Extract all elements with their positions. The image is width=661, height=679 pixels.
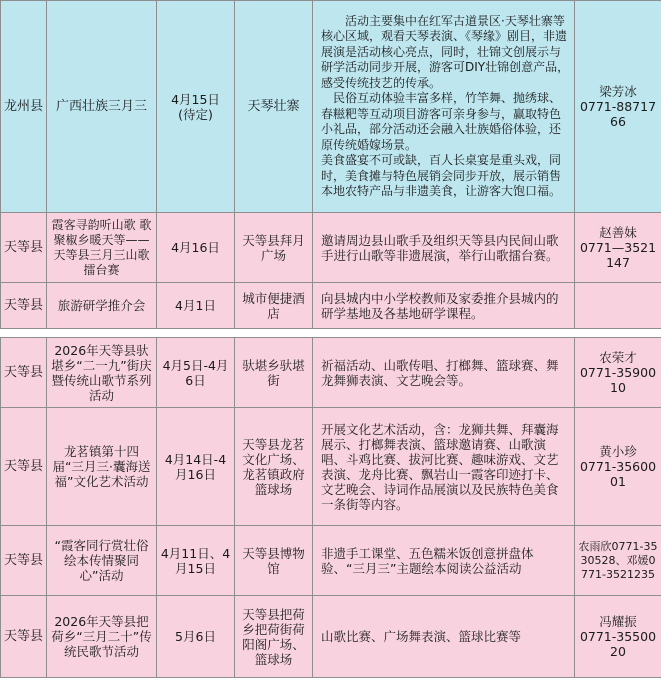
event-name-cell: 广西壮族三月三 xyxy=(47,1,157,213)
event-name-cell: 霞客寻韵听山歌 歌聚椒乡暖天等——天等县三月三山歌擂台赛 xyxy=(47,213,157,283)
event-name-cell: 龙茗镇第十四届“三月三·囊海送福”文化艺术活动 xyxy=(47,408,157,526)
description-paragraph: 祈福活动、山歌传唱、打榔舞、篮球赛、舞龙舞狮表演、文艺晚会等。 xyxy=(321,357,559,388)
event-name-cell: 旅游研学推介会 xyxy=(47,283,157,329)
contact-cell xyxy=(575,283,661,329)
description-cell xyxy=(313,596,575,678)
venue-cell: 天等县龙茗文化广场、龙茗镇政府篮球场 xyxy=(235,408,313,526)
date-cell: 4月14日-4月16日 xyxy=(157,408,235,526)
events-table-top xyxy=(0,0,661,329)
description-paragraph: 向县城内中小学校教师及家委推介县城内的研学基地及各基地研学课程。 xyxy=(321,290,559,321)
date-cell: 4月15日 (待定) xyxy=(157,1,235,213)
contact-cell: 梁芳冰 0771-8871766 xyxy=(575,1,661,213)
event-name-cell: 2026年天等县把荷乡“三月二十”传统民歌节活动 xyxy=(47,596,157,678)
contact-cell: 赵善妹 0771—3521147 xyxy=(575,213,661,283)
description-cell xyxy=(313,526,575,596)
county-cell: 天等县 xyxy=(1,338,47,408)
table-row xyxy=(1,213,661,283)
table-row xyxy=(1,408,661,526)
description-paragraph: 开展文化艺术活动，含：龙狮共舞、拜囊海展示、打榔舞表演、篮球邀请赛、山歌演唱、斗鸡比赛、拔河比赛、趣味游戏、文艺表演、龙舟比赛、飘岩山一霞客印迹打卡、文艺晚会、诗词作品展演以及民族特色美食一条街等内容。 xyxy=(321,421,559,512)
county-cell: 天等县 xyxy=(1,283,47,329)
venue-cell: 天等县把荷乡把荷街荷阳阁广场、篮球场 xyxy=(235,596,313,678)
venue-cell: 天等县博物馆 xyxy=(235,526,313,596)
date-cell: 4月11日、4月15日 xyxy=(157,526,235,596)
contact-cell: 黄小珍 0771-3560001 xyxy=(575,408,661,526)
date-cell: 4月16日 xyxy=(157,213,235,283)
table-row xyxy=(1,1,661,213)
description-cell xyxy=(313,1,575,213)
description-paragraph: 邀请周边县山歌手及组织天等县内民间山歌手进行山歌等非遗展演，举行山歌擂台赛。 xyxy=(321,232,559,263)
description-paragraph: 民俗互动体验丰富多样，竹竿舞、抛绣球、春糍粑等互动项目游客可亲身参与，赢取特色小礼品，部分活动还会融入壮族婚俗体验，还原传统婚嫁场景。 xyxy=(321,91,562,152)
county-cell: 天等县 xyxy=(1,213,47,283)
contact-cell: 农荣才 0771-3590010 xyxy=(575,338,661,408)
table-row xyxy=(1,596,661,678)
venue-cell: 驮堪乡驮堪街 xyxy=(235,338,313,408)
event-name-cell: “霞客同行赏壮俗 绘本传情聚同心”活动 xyxy=(47,526,157,596)
county-cell: 天等县 xyxy=(1,596,47,678)
description-paragraph: 山歌比赛、广场舞表演、篮球比赛等 xyxy=(321,629,522,644)
venue-cell: 天琴壮寨 xyxy=(235,1,313,213)
date-cell: 4月1日 xyxy=(157,283,235,329)
date-cell: 5月6日 xyxy=(157,596,235,678)
description-paragraph: 非遗手工课堂、五色糯米饭创意拼盘体验、“三月三”主题绘本阅读公益活动 xyxy=(321,545,534,576)
description-cell xyxy=(313,338,575,408)
date-cell: 4月5日-4月6日 xyxy=(157,338,235,408)
contact-cell: 农雨欣0771-3530528、邓媛0771-3521235 xyxy=(575,526,661,596)
county-cell: 天等县 xyxy=(1,408,47,526)
description-cell xyxy=(313,283,575,329)
description-cell xyxy=(313,213,575,283)
venue-cell: 城市便捷酒店 xyxy=(235,283,313,329)
table-row xyxy=(1,526,661,596)
description-paragraph: 美食盛宴不可或缺，百人长桌宴是重头戏，同时，美食摊与特色展销会同步开放，展示销售本地农特产品与非遗美食，让游客大饱口福。 xyxy=(321,153,562,198)
description-cell xyxy=(313,408,575,526)
events-table-bottom xyxy=(0,337,661,678)
table-row xyxy=(1,338,661,408)
venue-cell: 天等县拜月广场 xyxy=(235,213,313,283)
description-paragraph: 活动主要集中在红军古道景区·天琴壮寨等核心区域，观看天琴表演、《琴缘》剧目，非遗展演是活动核心亮点，同时，壮锦文创展示与研学活动同步开展，游客可DIY壮锦创意产品，感受传统技艺的传承。 xyxy=(321,13,570,90)
table-row xyxy=(1,283,661,329)
event-name-cell: 2026年天等县驮堪乡“二一九”街庆暨传统山歌节系列活动 xyxy=(47,338,157,408)
contact-cell: 冯耀振 0771-3550020 xyxy=(575,596,661,678)
county-cell: 龙州县 xyxy=(1,1,47,213)
county-cell: 天等县 xyxy=(1,526,47,596)
